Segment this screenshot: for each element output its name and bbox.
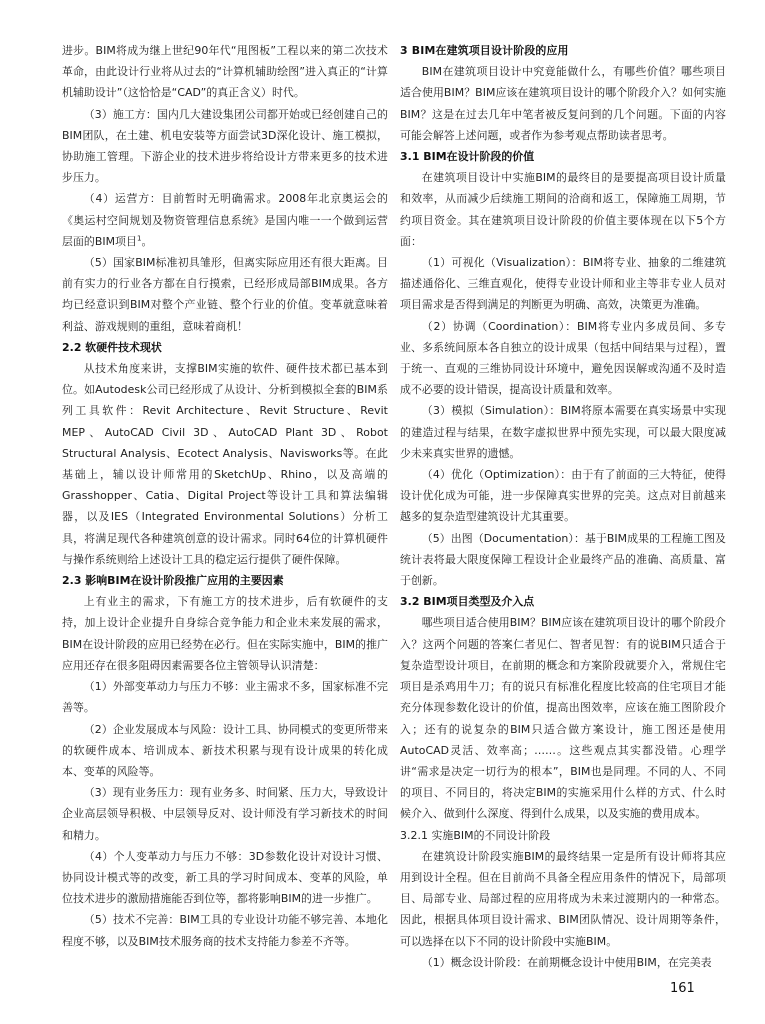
- paragraph-end: 。: [141, 234, 153, 248]
- paragraph: （2）企业发展成本与风险：设计工具、协同模式的变更所带来的软硬件成本、培训成本、新技术积累与现有设计成果的转化成本、变革的风险等。: [62, 722, 388, 778]
- paragraph: [62, 188, 388, 252]
- section-heading-3-1: 3.1 BIM在设计阶段的价值: [400, 150, 535, 164]
- paragraph: （3）模拟（Simulation）：BIM将原本需要在真实场景中实现的建造过程与结果，在数字虚拟世界中预先实现，可以最大限度减少未来真实世界的遗憾。: [400, 404, 726, 460]
- paragraph: （3）现有业务压力：现有业务多、时间紧、压力大，导致设计企业高层领导积极、中层领导反对、设计师没有学习新技术的时间和精力。: [62, 786, 388, 842]
- paragraph: 在建筑设计阶段实施BIM的最终结果一定是所有设计师将其应用到设计全程。但在目前尚不具备全程应用条件的情况下，局部项目、局部专业、局部过程的应用将成为未来过渡期内的一种常态。因此，根据具体项目设计需求、BIM团队情况、设计周期等条件，可以选择在以下不同的设计阶段中实施BIM。: [400, 849, 726, 948]
- right-column: [400, 40, 726, 973]
- paragraph: （1）外部变革动力与压力不够：业主需求不多，国家标准不完善等。: [62, 680, 388, 715]
- paragraph: BIM在建筑项目设计中究竟能做什么，有哪些价值？哪些项目适合使用BIM？BIM应该在建筑项目设计的哪个阶段介入？如何实施BIM？这是在过去几年中笔者被反复问到的几个问题。下面的内容可能会解答上述问题，或者作为参考观点帮助读者思考。: [400, 65, 726, 142]
- page-number: 161: [670, 981, 695, 996]
- paragraph: 从技术角度来讲，支撑BIM实施的软件、硬件技术都已基本到位。如Autodesk公司已经形成了从设计、分析到模拟全套的BIM系列工具软件：Revit Architecture、Revit Structure、Revit MEP、AutoCAD Civil 3D、AutoCAD Plant 3D、Robot Structural Analysis、Ecotect Analysis、Navisworks等。在此基础上，辅以设计师常用的SketchUp、Rhino，以及高端的Grasshopper、Catia、Digital Project等设计工具和算法编辑器，以及IES（Integrated Environmental Solutions）分析工具，将满足现代各种建筑创意的设计需求。同时64位的计算机硬件与操作系统则给上述设计工具的稳定运行提供了硬件保障。: [62, 362, 388, 566]
- paragraph: 哪些项目适合使用BIM？BIM应该在建筑项目设计的哪个阶段介入？这两个问题的答案仁者见仁、智者见智：有的说BIM只适合于复杂造型设计项目，在前期的概念和方案阶段就要介入，常规住宅项目是杀鸡用牛刀；有的说只有标准化程度比较高的住宅项目才能充分体现参数化设计的价值，提高出图效率，应该在施工图阶段介入；还有的说复杂的BIM只适合做方案设计，施工图还是使用AutoCAD灵活、效率高；……。这些观点其实都没错。心理学讲“需求是决定一切行为的根本”，BIM也是同理。不同的人、不同的项目、不同目的，将决定BIM的实施采用什么样的方式、什么时候介入、做到什么深度、得到什么成果，以及实施的费用成本。: [400, 616, 726, 821]
- paragraph: （5）出图（Documentation）：基于BIM成果的工程施工图及统计表将最大限度保障工程设计企业最终产品的准确、高质量、富于创新。: [400, 531, 726, 588]
- paragraph: （5）国家BIM标准初具雏形，但离实际应用还有很大距离。目前有实力的行业各方都在自行摸索，已经形成局部BIM成果。各方均已经意识到BIM对整个产业链、整个行业的价值。变革就意味着利益、游戏规则的重组，意味着商机！: [62, 256, 388, 333]
- section-heading-2-2: 2.2 软硬件技术现状: [62, 340, 162, 354]
- paragraph: （4）个人变革动力与压力不够：3D参数化设计对设计习惯、协同设计模式等的改变，新工具的学习时间成本、变革的风险，单位技术进步的激励措施能否到位等，都将影响BIM的进一步推广。: [62, 849, 388, 906]
- subsection-heading-3-2-1: 3.2.1 实施BIM的不同设计阶段: [400, 828, 551, 842]
- section-heading-2-3: 2.3 影响BIM在设计阶段推广应用的主要因素: [62, 574, 284, 588]
- paragraph: （4）优化（Optimization）：由于有了前面的三大特征，使得设计优化成为可能，进一步保障真实世界的完美。这点对目前越来越多的复杂造型建筑设计尤其重要。: [400, 468, 726, 524]
- paragraph: （3）施工方：国内几大建设集团公司都开始或已经创建自己的BIM团队，在土建、机电安装等方面尝试3D深化设计、施工模拟，协助施工管理。下游企业的技术进步将给设计方带来更多的技术进步压力。: [62, 107, 388, 185]
- paragraph: 在建筑项目设计中实施BIM的最终目的是要提高项目设计质量和效率，从而减少后续施工期间的洽商和返工，保障施工周期，节约项目资金。其在建筑项目设计阶段的价值主要体现在以下5个方面：: [400, 171, 726, 248]
- paragraph: （2）协调（Coordination）：BIM将专业内多成员间、多专业、多系统间原本各自独立的设计成果（包括中间结果与过程），置于统一、直观的三维协同设计环境中，避免因误解或沟通不及时造成不必要的设计错误，提高设计质量和效率。: [400, 319, 726, 397]
- left-column: [62, 40, 388, 952]
- footnote-marker: 1: [136, 234, 142, 243]
- paragraph: 上有业主的需求，下有施工方的技术进步，后有软硬件的支持，加上设计企业提升自身综合竞争能力和企业未来发展的需求，BIM在设计阶段的应用已经势在必行。但在实际实施中，BIM的推广应用还存在很多阻碍因素需要各位主管领导认识清楚：: [62, 595, 388, 672]
- paragraph: （5）技术不完善：BIM工具的专业设计功能不够完善、本地化程度不够，以及BIM技术服务商的技术支持能力参差不齐等。: [62, 913, 388, 948]
- paragraph: （1）概念设计阶段：在前期概念设计中使用BIM，在完美表: [421, 955, 712, 969]
- paragraph-text: （4）运营方：目前暂时无明确需求。2008年北京奥运会的《奥运村空间规划及物资管理信息系统》是国内唯一一个做到运营层面的BIM项目: [62, 192, 388, 248]
- section-heading-3-2: 3.2 BIM项目类型及介入点: [400, 595, 535, 609]
- paragraph: （1）可视化（Visualization）：BIM将专业、抽象的二维建筑描述通俗化、三维直观化，使得专业设计师和业主等非专业人员对项目需求是否得到满足的判断更为明确、高效，决策更为准确。: [400, 256, 726, 312]
- paragraph: 进步。BIM将成为继上世纪90年代“甩图板”工程以来的第二次技术革命，由此设计行业将从过去的“计算机辅助绘图”进入真正的“计算机辅助设计”（这恰恰是“CAD”的真正含义）时代。: [62, 44, 388, 100]
- section-heading-3: 3 BIM在建筑项目设计阶段的应用: [400, 44, 569, 57]
